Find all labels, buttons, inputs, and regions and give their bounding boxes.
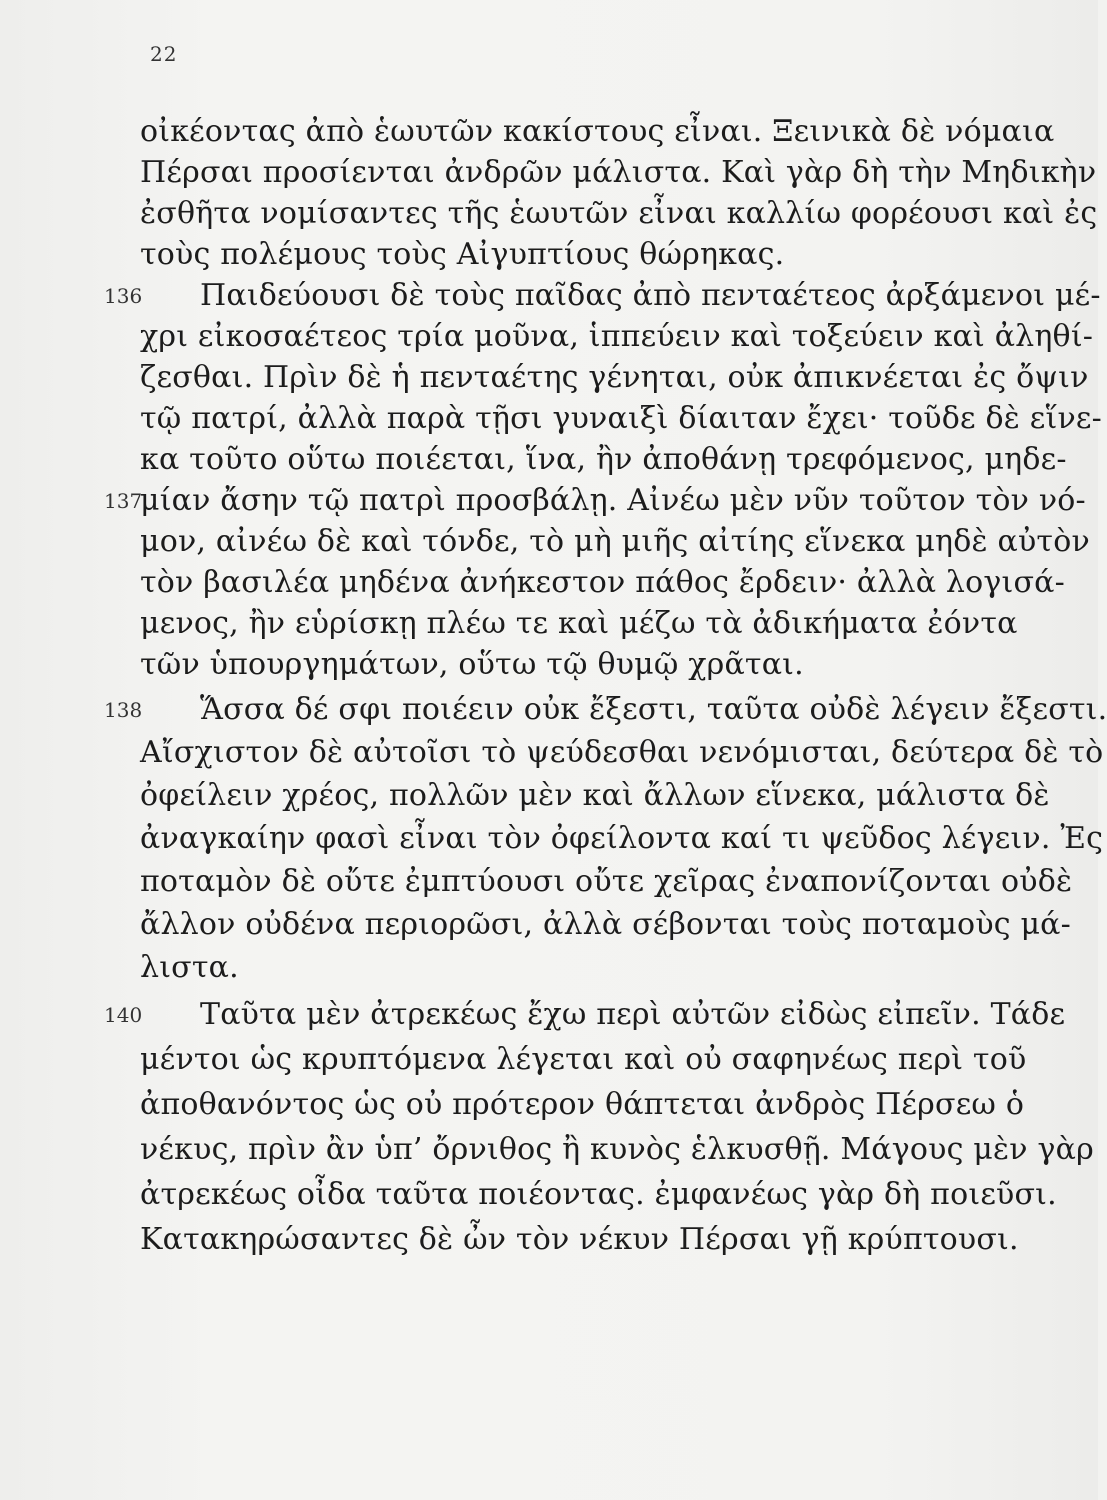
text-line: μενος, ἢν εὑρίσκῃ πλέω τε καὶ μέζω τὰ ἀδικήματα ἐόντα <box>140 606 1018 641</box>
text-line: τὸν βασιλέα μηδένα ἀνήκεστον πάθος ἔρδειν· ἀλλὰ λογισά- <box>140 565 1065 600</box>
text-line: τῶν ὑπουργημάτων, οὕτω τῷ θυμῷ χρᾶται. <box>140 647 804 682</box>
section-number-140: 140 <box>104 1003 143 1027</box>
text-line: ἄλλον οὐδένα περιορῶσι, ἀλλὰ σέβονται τοὺς ποταμοὺς μά- <box>140 907 1071 942</box>
text-line: Ἅσσα δέ σφι ποιέειν οὐκ ἔξεστι, ταῦτα οὐδὲ λέγειν ἔξεστι. <box>200 692 1107 727</box>
text-line: Αἴσχιστον δὲ αὐτοῖσι τὸ ψεύδεσθαι νενόμισται, δεύτερα δὲ τὸ <box>140 735 1104 770</box>
text-line: οἰκέοντας ἀπὸ ἑωυτῶν κακίστους εἶναι. Ξεινικὰ δὲ νόμαια <box>140 114 1055 149</box>
text-line: ποταμὸν δὲ οὔτε ἐμπτύουσι οὔτε χεῖρας ἐναπονίζονται οὐδὲ <box>140 864 1073 899</box>
text-line: Κατακηρώσαντες δὲ ὦν τὸν νέκυν Πέρσαι γῇ κρύπτουσι. <box>140 1222 1019 1257</box>
text-line: ἀτρεκέως οἶδα ταῦτα ποιέοντας. ἐμφανέως γὰρ δὴ ποιεῦσι. <box>140 1177 1057 1212</box>
text-line: ζεσθαι. Πρὶν δὲ ἡ πενταέτης γένηται, οὐκ ἀπικνέεται ἐς ὄψιν <box>140 360 1089 395</box>
text-line: Πέρσαι προσίενται ἀνδρῶν μάλιστα. Καὶ γὰρ δὴ τὴν Μηδικὴν <box>140 155 1097 190</box>
text-line: τοὺς πολέμους τοὺς Αἰγυπτίους θώρηκας. <box>140 237 785 272</box>
text-line: ὀφείλειν χρέος, πολλῶν μὲν καὶ ἄλλων εἵνεκα, μάλιστα δὲ <box>140 778 1050 813</box>
text-line: μέντοι ὡς κρυπτόμενα λέγεται καὶ οὐ σαφηνέως περὶ τοῦ <box>140 1042 1027 1077</box>
text-line: μον, αἰνέω δὲ καὶ τόνδε, τὸ μὴ μιῆς αἰτίης εἵνεκα μηδὲ αὐτὸν <box>140 524 1090 559</box>
section-number-136: 136 <box>104 284 143 308</box>
text-line: τῷ πατρί, ἀλλὰ παρὰ τῇσι γυναιξὶ δίαιταν ἔχει· τοῦδε δὲ εἵνε- <box>140 401 1103 436</box>
text-line: κα τοῦτο οὕτω ποιέεται, ἵνα, ἢν ἀποθάνῃ τρεφόμενος, μηδε- <box>140 442 1067 477</box>
page-number: 22 <box>150 42 178 66</box>
text-line: μίαν ἄσην τῷ πατρὶ προσβάλῃ. Αἰνέω μὲν νῦν τοῦτον τὸν νό- <box>140 483 1086 518</box>
text-line: ἐσθῆτα νομίσαντες τῆς ἑωυτῶν εἶναι καλλίω φορέουσι καὶ ἐς <box>140 196 1098 231</box>
text-line: Παιδεύουσι δὲ τοὺς παῖδας ἀπὸ πενταέτεος ἀρξάμενοι μέ- <box>200 278 1101 313</box>
text-line: ἀποθανόντος ὡς οὐ πρότερον θάπτεται ἀνδρὸς Πέρσεω ὁ <box>140 1087 1025 1122</box>
text-line: Ταῦτα μὲν ἀτρεκέως ἔχω περὶ αὐτῶν εἰδὼς εἰπεῖν. Τάδε <box>200 997 1066 1032</box>
text-line: νέκυς, πρὶν ἂν ὑπ’ ὄρνιθος ἢ κυνὸς ἑλκυσθῇ. Μάγους μὲν γὰρ <box>140 1132 1094 1167</box>
text-line: ἀναγκαίην φασὶ εἶναι τὸν ὀφείλοντα καί τι ψεῦδος λέγειν. Ἐς <box>140 821 1104 856</box>
text-line: λιστα. <box>140 950 239 985</box>
text-line: χρι εἰκοσαέτεος τρία μοῦνα, ἱππεύειν καὶ τοξεύειν καὶ ἀληθί- <box>140 319 1094 354</box>
section-number-138: 138 <box>104 698 143 722</box>
section-number-137: 137 <box>104 489 143 513</box>
